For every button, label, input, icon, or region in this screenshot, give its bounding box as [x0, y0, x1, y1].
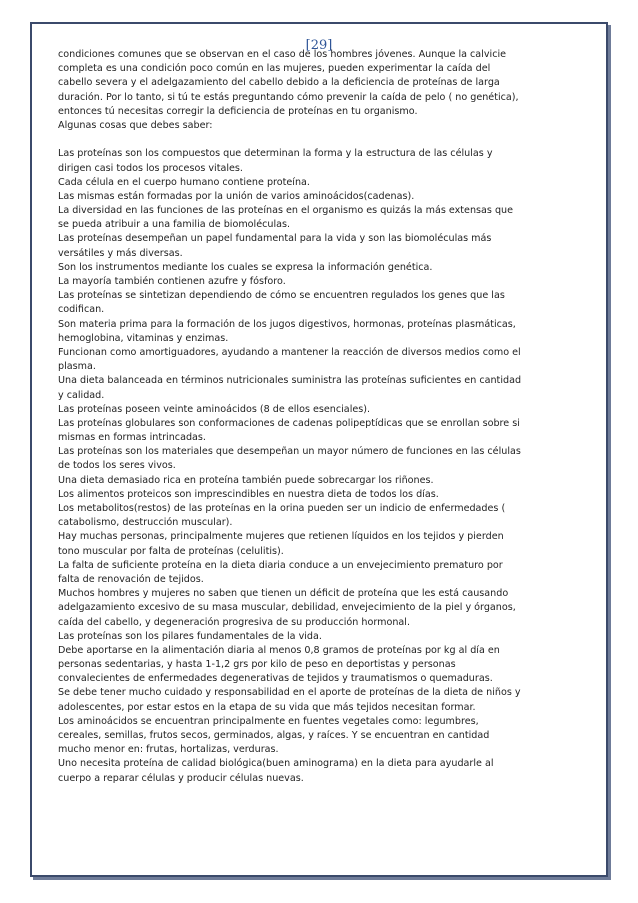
text-line: Debe aportarse en la alimentación diaria al menos 0,8 gramos de proteínas por kg al día en [58, 644, 500, 656]
text-line: y calidad. [58, 389, 105, 401]
facts-list [58, 147, 520, 785]
text-line: Una dieta demasiado rica en proteína también puede sobrecargar los riñones. [58, 474, 434, 486]
text-line: duración. Por lo tanto, si tú te estás preguntando cómo prevenir la caída de pelo ( no genética), [58, 91, 519, 103]
text-line: se pueda atribuir a una familia de biomoléculas. [58, 219, 291, 231]
text-line: condiciones comunes que se observan en el caso de los hombres jóvenes. Aunque la calvicie [58, 49, 507, 60]
text-line: Las proteínas se sintetizan dependiendo de cómo se encuentren regulados los genes que las [58, 290, 505, 302]
page-number: [29] [305, 38, 333, 53]
text-line: catabolismo, destrucción muscular). [58, 517, 233, 529]
text-line: Las proteínas poseen veinte aminoácidos (8 de ellos esenciales). [58, 403, 371, 415]
intro-paragraph [58, 48, 520, 133]
paragraph-gap [58, 133, 520, 147]
text-line: Las proteínas desempeñan un papel fundamental para la vida y son las biomoléculas más [58, 233, 492, 245]
text-line: mismas en formas intrincadas. [58, 432, 206, 444]
text-line: Muchos hombres y mujeres no saben que tienen un déficit de proteína que les está causando [58, 588, 509, 600]
text-line: Algunas cosas que debes saber: [58, 119, 213, 131]
text-line: personas sedentarias, y hasta 1-1,2 grs por kilo de peso en deportistas y personas [58, 659, 456, 671]
text-line: La mayoría también contienen azufre y fósforo. [58, 276, 286, 287]
text-line: plasma. [58, 361, 96, 373]
text-line: cereales, semillas, frutos secos, germinados, algas, y raíces. Y se encuentran en cantidad [58, 730, 490, 741]
text-line: Son materia prima para la formación de los jugos digestivos, hormonas, proteínas plasmáticas, [58, 318, 516, 330]
text-line: codifican. [58, 304, 105, 316]
text-line: Las proteínas globulares son conformaciones de cadenas polipeptídicas que se enrollan sobre si [58, 417, 520, 429]
text-line: hemoglobina, vitaminas y enzimas. [58, 332, 229, 344]
text-line: Las proteínas son los compuestos que determinan la forma y la estructura de las células y [58, 148, 493, 160]
text-line: completa es una condición poco común en las mujeres, pueden experimentar la caída del [58, 63, 491, 75]
text-line: Funcionan como amortiguadores, ayudando a mantener la reacción de diversos medios como el [58, 346, 521, 358]
text-line: Una dieta balanceada en términos nutricionales suministra las proteínas suficientes en cantidad [58, 375, 522, 387]
text-line: Cada célula en el cuerpo humano contiene proteína. [58, 176, 310, 188]
text-line: Los metabolitos(restos) de las proteínas en la orina pueden ser un indicio de enfermedades ( [58, 503, 506, 514]
text-line: dirigen casi todos los procesos vitales. [58, 162, 243, 174]
text-line: convalecientes de enfermedades degenerativas de tejidos y traumatismos o quemaduras. [58, 673, 493, 685]
text-line: Las proteínas son los materiales que desempeñan un mayor número de funciones en las células [58, 446, 521, 458]
text-line: cabello severa y el adelgazamiento del cabello debido a la deficiencia de proteínas de larga [58, 77, 500, 89]
text-line: La falta de suficiente proteína en la dieta diaria conduce a un envejecimiento prematuro por [58, 559, 503, 571]
body-text [58, 48, 520, 786]
text-line: Las mismas están formadas por la unión de varios aminoácidos(cadenas). [58, 190, 415, 202]
text-line: versátiles y más diversas. [58, 247, 183, 259]
text-line: Los aminoácidos se encuentran principalmente en fuentes vegetales como: legumbres, [58, 715, 479, 727]
text-line: entonces tú necesitas corregir la deficiencia de proteínas en tu organismo. [58, 105, 418, 117]
text-line: La diversidad en las funciones de las proteínas en el organismo es quizás la más extensas que [58, 205, 514, 217]
text-line: adelgazamiento excesivo de su masa muscular, debilidad, envejecimiento de la piel y órganos, [58, 602, 516, 614]
text-line: Se debe tener mucho cuidado y responsabilidad en el aporte de proteínas de la dieta de niños y [58, 687, 521, 699]
text-line: Hay muchas personas, principalmente mujeres que retienen líquidos en los tejidos y pierden [58, 531, 504, 543]
text-line: Uno necesita proteína de calidad biológica(buen aminograma) en la dieta para ayudarle al [58, 758, 494, 770]
text-line: adolescentes, por estar estos en la etapa de su vida que más tejidos necesitan formar. [58, 701, 476, 713]
text-line: Los alimentos proteicos son imprescindibles en nuestra dieta de todos los días. [58, 488, 439, 500]
text-line: caída del cabello, y degeneración progresiva de su producción hormonal. [58, 616, 410, 628]
text-line: Son los instrumentos mediante los cuales se expresa la información genética. [58, 261, 433, 273]
text-line: tono muscular por falta de proteínas (celulitis). [58, 545, 284, 557]
text-line: cuerpo a reparar células y producir células nuevas. [58, 772, 304, 784]
text-line: de todos los seres vivos. [58, 460, 176, 472]
text-line: falta de renovación de tejidos. [58, 573, 204, 585]
text-line: mucho menor en: frutas, hortalizas, verduras. [58, 744, 279, 756]
text-line: Las proteínas son los pilares fundamentales de la vida. [58, 630, 322, 642]
